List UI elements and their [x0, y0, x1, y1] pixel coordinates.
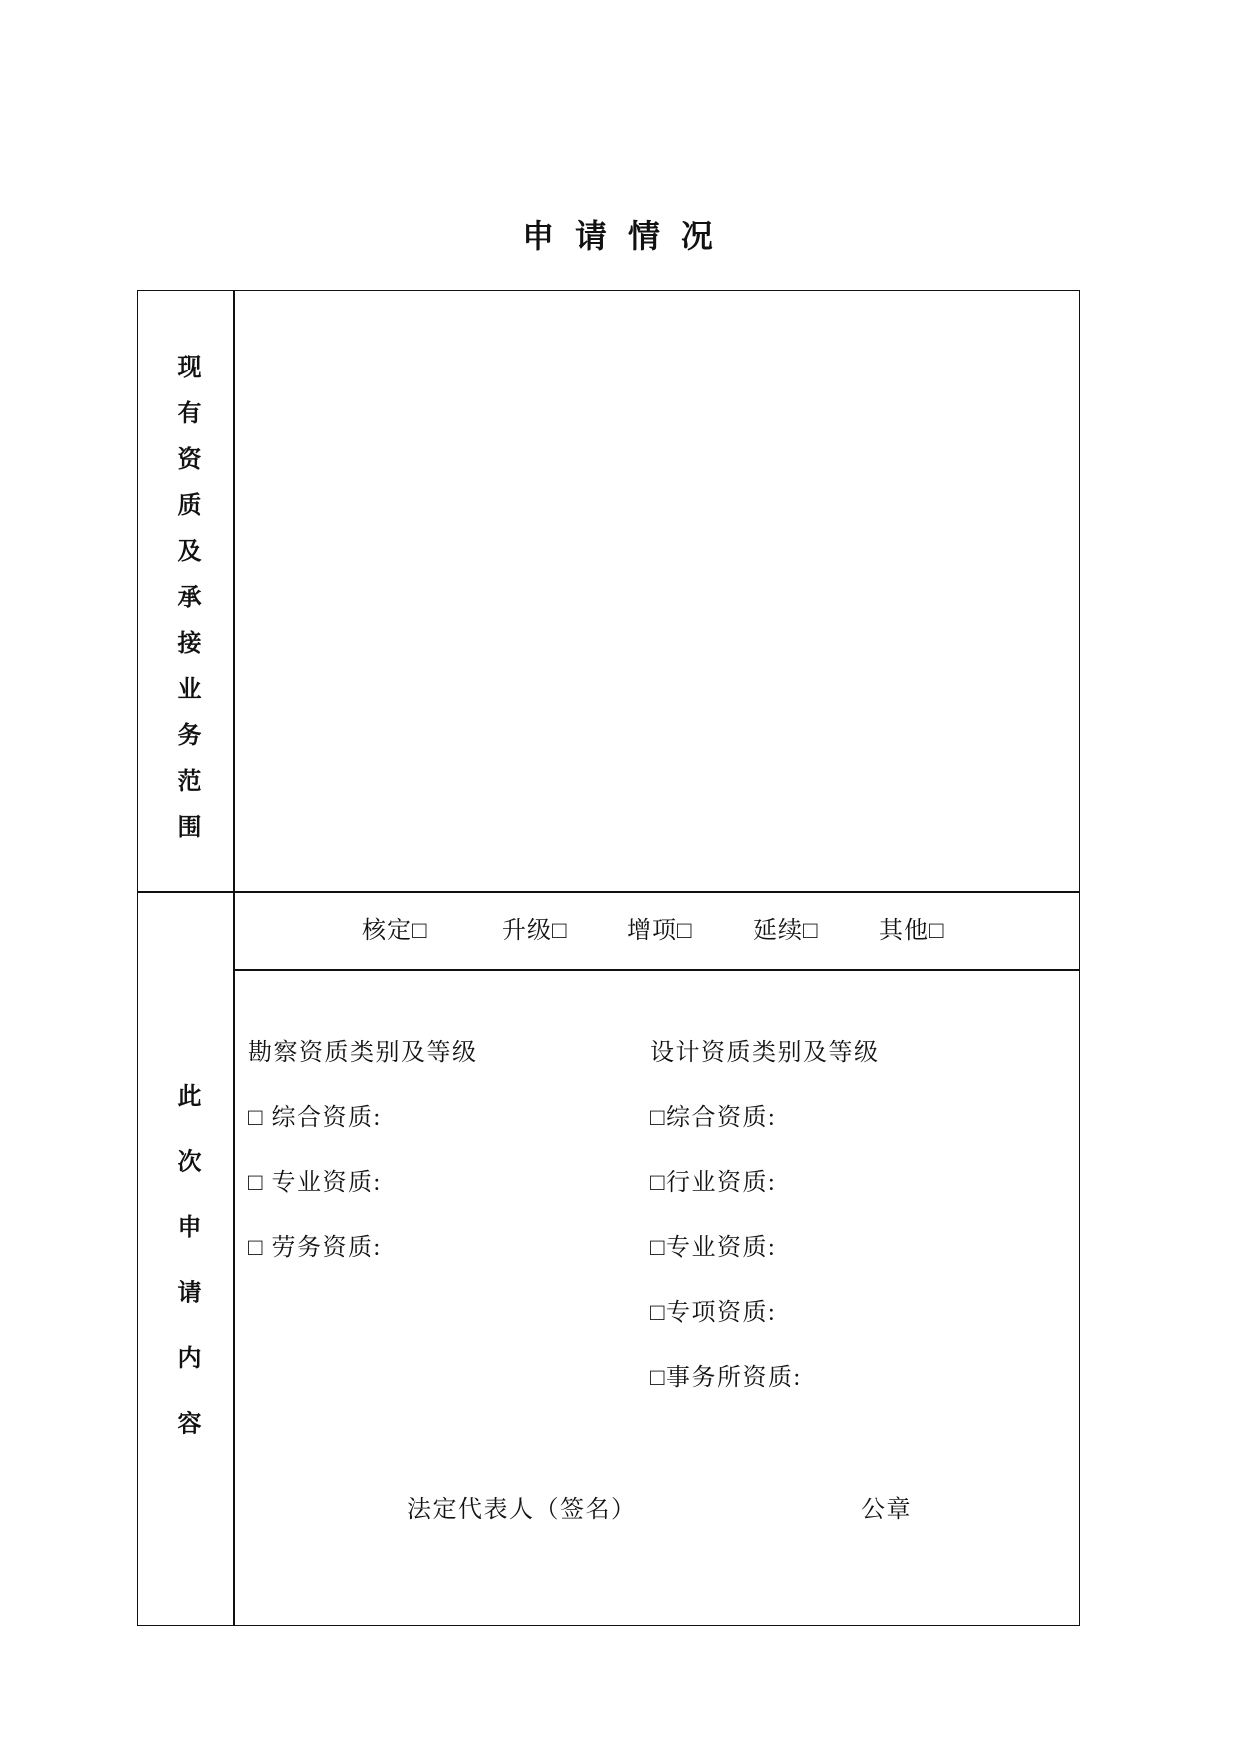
design-item-industry: □行业资质:: [650, 1170, 777, 1196]
survey-item-comprehensive: □ 综合资质:: [248, 1105, 382, 1131]
page-title: 申 请 情 况: [522, 218, 719, 254]
label-column-divider: [233, 290, 235, 1626]
legal-representative-signature-label: 法定代表人（签名）: [407, 1497, 637, 1523]
types-row-divider: [234, 969, 1080, 971]
design-qualification-heading: 设计资质类别及等级: [650, 1040, 880, 1066]
survey-qualification-list: [248, 1106, 382, 1301]
type-other: 其他□: [879, 918, 945, 944]
existing-qualifications-label: 现有资质及承接业务范围: [173, 354, 200, 860]
existing-qualifications-content: [236, 292, 1078, 890]
type-upgrade: 升级□: [502, 918, 568, 944]
survey-item-professional: □ 专业资质:: [248, 1170, 382, 1196]
design-item-professional: □专业资质:: [650, 1235, 777, 1261]
section-divider: [137, 891, 1080, 893]
official-seal-label: 公章: [861, 1497, 912, 1523]
design-qualification-list: [650, 1106, 802, 1431]
design-item-special: □专项资质:: [650, 1300, 777, 1326]
application-types-row: [0, 919, 1241, 943]
survey-item-labor: □ 劳务资质:: [248, 1235, 382, 1261]
application-content-label: 此次申请内容: [173, 1083, 200, 1476]
type-approve: 核定□: [362, 918, 428, 944]
design-item-comprehensive: □综合资质:: [650, 1105, 777, 1131]
survey-qualification-heading: 勘察资质类别及等级: [248, 1040, 478, 1066]
design-item-firm: □事务所资质:: [650, 1365, 802, 1391]
type-add-item: 增项□: [627, 918, 693, 944]
type-renew: 延续□: [753, 918, 819, 944]
